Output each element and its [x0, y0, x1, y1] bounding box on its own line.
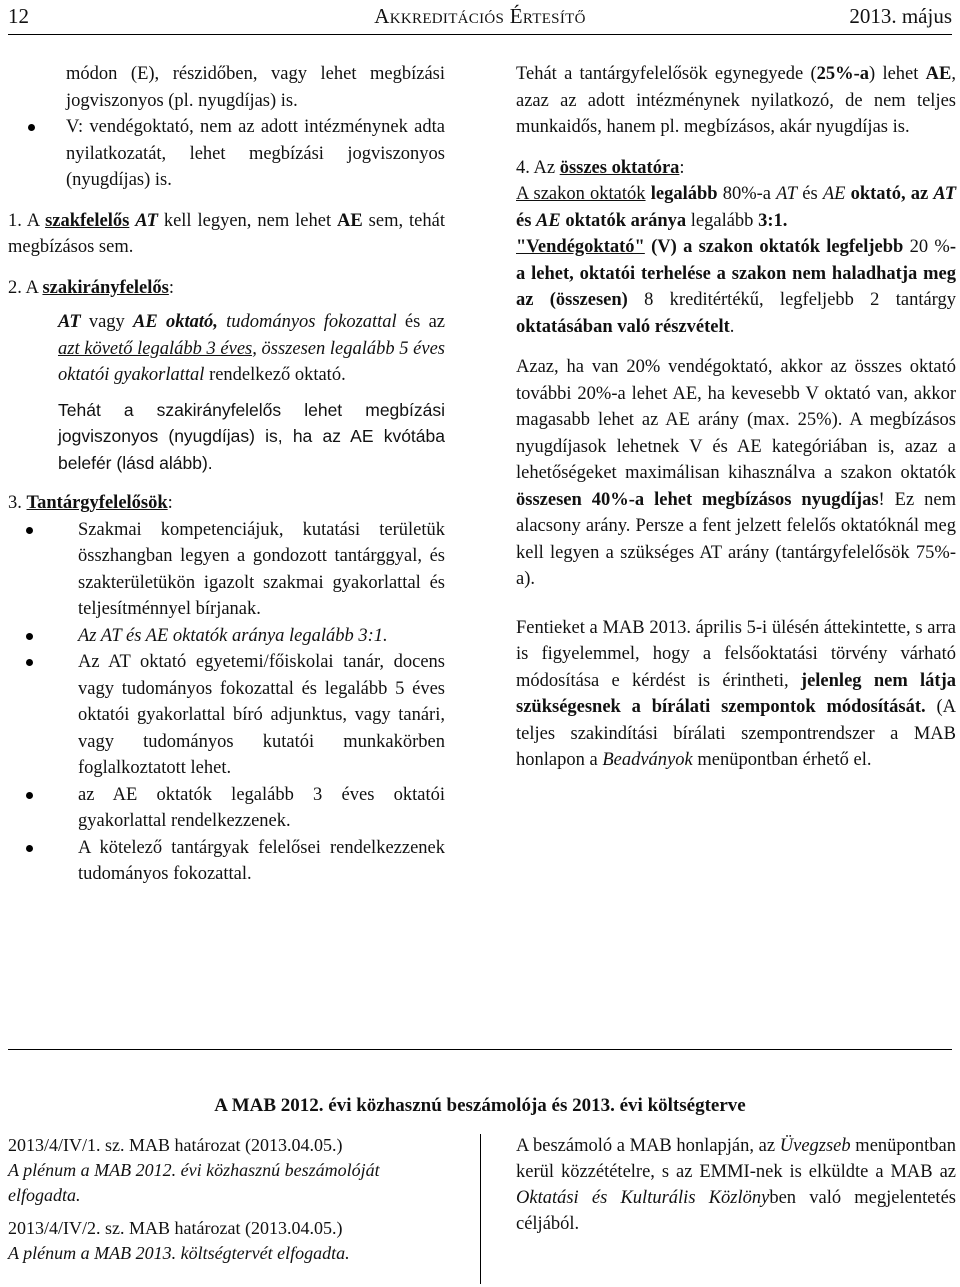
paragraph: A beszámoló a MAB honlapján, az Üvegzseb menüpontban kerül közzétételre, s az EMMI-nek is elküldte a MAB az Oktatási és Kulturális Közlönyben való megjelentetés céljából. — [516, 1136, 957, 1234]
bullet-icon — [26, 792, 33, 799]
page-header — [8, 0, 952, 35]
page-number: 12 — [8, 4, 29, 28]
section-4-heading: 4. Az összes oktatóra: — [516, 157, 685, 178]
bullet-icon — [26, 845, 33, 852]
decision-2: 2013/4/IV/2. sz. MAB határozat (2013.04.05.) A plénum a MAB 2013. költségtervét elfogadta. — [8, 1218, 350, 1263]
bullet-icon — [26, 633, 33, 640]
section-divider — [8, 1049, 952, 1050]
list-item: az AE oktatók legalább 3 éves oktatói gyakorlattal rendelkezzenek. — [8, 782, 445, 835]
visiting-lecturer-rule: "Vendégoktató" (V) a szakon oktatók legfeljebb 20 %- a lehet, oktatói terhelése a szakon nem haladhatja meg az (összesen) 8 kreditértékű, legfeljebb 2 tantárgy oktatásában való részvételt. — [516, 237, 956, 337]
section-3-heading: 3. Tantárgyfelelősök: — [8, 493, 173, 513]
column-divider — [480, 1134, 481, 1284]
category-list — [8, 61, 445, 194]
section-2-body: AT vagy AE oktató, tudományos fokozattal és az azt követő legalább 3 éves, összesen legalább 5 éves oktatói gyakorlattal rendelkező oktató. — [58, 312, 446, 385]
section-title: A MAB 2012. évi közhasznú beszámolója és 2013. évi költségterve — [214, 1095, 746, 1116]
list-item: A kötelező tantárgyak felelősei rendelkezzenek tudományos fokozattal. — [8, 835, 445, 888]
issue-date: 2013. május — [849, 4, 952, 28]
section-2-heading: 2. A szakirányfelelős: — [8, 277, 174, 298]
list-item: módon (E), részidőben, vagy lehet megbízási jogviszonyos (pl. nyugdíjas) is. — [66, 64, 445, 111]
section-2-note: Tehát a szakirányfelelős lehet megbízási jogviszonyos (nyugdíjas) is, ha az AE kvótába belefér (lásd alább). — [58, 399, 445, 473]
decisions-column — [8, 1133, 453, 1266]
bullet-icon — [26, 527, 33, 534]
bullet-icon — [28, 124, 35, 131]
requirements-list — [8, 517, 445, 888]
list-item: Az AT és AE oktatók aránya legalább 3:1. — [8, 623, 445, 650]
section-4-body: A szakon oktatók legalább 80%-a AT és AE oktató, az AT és AE oktatók aránya legalább 3:1. — [516, 184, 956, 231]
paragraph: Fentieket a MAB 2013. április 5-i ülésén áttekintette, s arra is figyelemmel, hogy a felsőoktatási törvény várható módosítása e kérdést is érintheti, jelenleg nem látja szükségesnek a bírálati szempontok módosítását. (A teljes szakindítási bírálati szempontrendszer a MAB honlapon a Beadványok menüpontban érhető el. — [516, 617, 956, 770]
section-1: 1. A szakfelelős AT kell legyen, nem lehet AE sem, tehát megbízásos sem. — [8, 210, 445, 257]
right-column — [516, 61, 956, 774]
paragraph: Tehát a tantárgyfelelősök egynegyede (25%-a) lehet AE, azaz az adott intézménynek nyilatkozó, de nem teljes munkaidős, hanem pl. megbízásos, akár nyugdíjas is. — [516, 64, 956, 137]
list-item: Szakmai kompetenciájuk, kutatási területük összhangban legyen a gondozott tantárggyal, és szakterületükön igazolt szakmai gyakorlattal és teljesítménnyel bírjanak. — [8, 517, 445, 623]
decision-1: 2013/4/IV/1. sz. MAB határozat (2013.04.05.) A plénum a MAB 2012. évi közhasznú beszámolóját elfogadta. — [8, 1135, 380, 1205]
list-item: Az AT oktató egyetemi/főiskolai tanár, docens vagy tudományos fokozattal és legalább 5 éves oktatói gyakorlattal bíró adjunktus, vagy tanári, vagy tudományos kutatói munkakörben foglalkoztatott lehet. — [8, 649, 445, 782]
journal-title: Akkreditációs Értesítő — [374, 4, 586, 28]
left-column — [8, 61, 445, 888]
list-item: V: vendégoktató, nem az adott intézménynek adta nyilatkozatát, lehet megbízási jogviszonyos (nyugdíjas) is. — [8, 114, 445, 194]
publication-note — [516, 1133, 956, 1237]
bullet-icon — [26, 659, 33, 666]
paragraph: Azaz, ha van 20% vendégoktató, akkor az összes oktató további 20%-a lehet AE, ha kevesebb V oktató van, akkor magasabb lehet az AE arány (max. 25%). A megbízásos nyugdíjasok lehetnek V és AE kategóriában is, azaz a lehetőségeket maximálisan kihasználva a szakon oktatók összesen 40%-a lehet megbízásos nyugdíjas! Ez nem alacsony arány. Persze a fent jelzett felelős oktatóknál meg kell legyen a szükséges AT arány (tantárgyfelelősök 75%-a). — [516, 357, 956, 589]
